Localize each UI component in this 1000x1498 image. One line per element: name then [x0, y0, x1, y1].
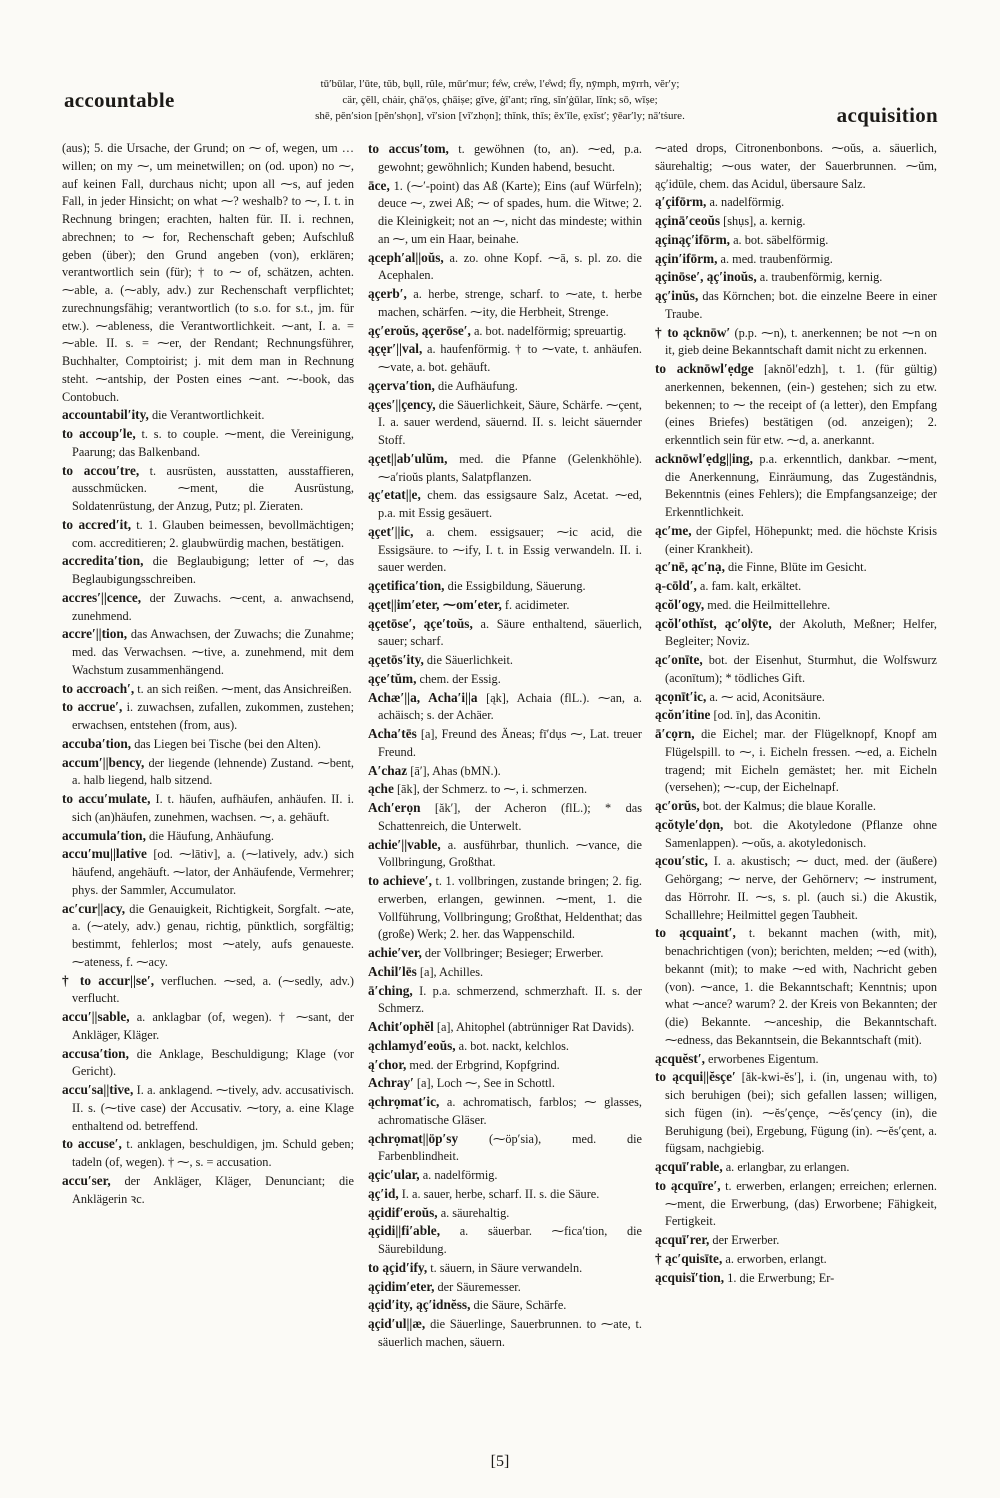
- entry-definition: chem. das essigsaure Salz, Acetat. ⁓ed, p.a. mit Essig gesäuert.: [378, 488, 642, 520]
- dictionary-entry: [655, 1231, 937, 1250]
- dictionary-entry: [368, 836, 642, 873]
- entry-headword: ąc′me,: [655, 522, 692, 538]
- entry-headword: Achray′: [368, 1075, 414, 1091]
- dictionary-entry: [368, 577, 642, 596]
- dictionary-entry: [62, 625, 354, 679]
- entry-definition: [ăk′], der Acheron (flL.); * das Schattenreich, die Unterwelt.: [378, 801, 642, 833]
- entry-definition: a. säuerbar. ⁓fica′tion, die Säurebildung.: [378, 1224, 642, 1256]
- entry-definition: 1. (⁓′-point) das Aß (Karte); Eins (auf Würfeln); deuce ⁓, zwei Aß; ⁓ of spades, hum. die Witwe; 2. die Kleinigkeit; not an ⁓, nicht das mindeste; within an ⁓, um ein Haar, beinahe.: [378, 178, 642, 246]
- dictionary-entry: [62, 680, 354, 699]
- entry-headword: ąçid′ity, ąç′idnĕss,: [368, 1297, 471, 1313]
- entry-definition: med. die Heilmittellehre.: [707, 597, 831, 612]
- entry-definition: die Eichel; mar. der Flügelknopf, Knopf am Flügelspill. to ⁓, i. Eicheln fressen. ⁓ed, a. Eicheln tragend; mit Eicheln gemästet; her. mit Eicheln (versehen); ⁓-cup, der Eichelnapf.: [665, 727, 937, 795]
- dictionary-entry: [655, 360, 937, 450]
- entry-definition: a. Säure enthaltend, säuerlich, sauer; scharf.: [378, 616, 642, 649]
- entry-definition: 1. die Erwerbung; Er-: [727, 1270, 835, 1285]
- entry-headword: ąç′inŭs,: [655, 288, 699, 303]
- entry-headword: A′chaz: [368, 762, 408, 778]
- entry-headword: ac′cur||acy,: [62, 900, 126, 916]
- entry-definition: t. säuern, in Säure verwandeln.: [430, 1260, 583, 1275]
- entry-definition: der Vollbringer; Besieger; Erwerber.: [424, 946, 604, 960]
- entry-definition: [a], Freund des Äneas; fī′dụs ⁓, Lat. treuer Freund.: [378, 727, 642, 759]
- dictionary-entry: [655, 193, 937, 212]
- entry-headword: to accou′tre,: [62, 462, 140, 478]
- entry-headword: to ącqui||ĕsçe′: [655, 1069, 736, 1085]
- dictionary-entry: [368, 322, 642, 341]
- entry-headword: to accuse′,: [62, 1136, 122, 1152]
- entry-headword: ącquī′rable,: [655, 1159, 723, 1174]
- dictionary-entry: [368, 1315, 642, 1352]
- dictionary-entry: [368, 1222, 642, 1259]
- entry-headword: ąçin′ifōrm,: [655, 250, 718, 266]
- entry-headword: ącọnīt′ic,: [655, 688, 707, 704]
- pronunciation-key-line: tū′būlar, l′ūte, tŭb, bụll, rûle, mūr′mur; fe̊w, cre̊w, l′e̊wd; fl̄y, nȳmph, mȳrrh, vĕr′y;: [320, 78, 680, 90]
- entry-definition: [od. ⁓lātiv], a. (⁓latively, adv.) sich häufend, angehäuft. ⁓lator, der Anhäufende, Vermehrer; phys. der Sammler, Accumulator.: [72, 847, 354, 897]
- entry-headword: ąc′orŭs,: [655, 798, 700, 813]
- dictionary-entry: [368, 944, 642, 963]
- dictionary-entry: [655, 324, 937, 361]
- dictionary-entry: [368, 615, 642, 652]
- entry-column-left: [62, 140, 354, 1450]
- entry-headword: ąçinā′ceoŭs: [655, 213, 721, 228]
- entry-headword: ąçerva′tion,: [368, 377, 435, 393]
- dictionary-entry: [655, 924, 937, 1049]
- dictionary-entry: [368, 725, 642, 762]
- dictionary-entry: [655, 706, 937, 725]
- entry-definition: t. an sich reißen. ⁓ment, das Ansichreißen.: [137, 681, 352, 696]
- entry-definition: t. erwerben, erlangen; erreichen; erlernen. ⁓ment, die Erwerbung, (das) Erworbene; Fähigkeit, Fertigkeit.: [665, 1178, 937, 1229]
- entry-definition: bot. der Kalmus; die blaue Koralle.: [702, 799, 876, 813]
- entry-headword: Achæ′||a, Acha′i||a: [368, 689, 478, 705]
- entry-definition: [aknŏl′edzh], t. 1. (für gültig) anerkennen, bekennen, (ein-) gestehen; sich zu etw. bekennen; to ⁓ the receipt of (a letter), den Empfang (eines Briefes) bestätigen (od. anzeigen); 2. erkenntlich sein für etw. ⁓d, a. anerkannt.: [665, 362, 937, 447]
- running-head-left: accountable: [64, 88, 175, 112]
- entry-definition: t. 1. vollbringen, zustande bringen; 2. fig. erwerben, erlangen, gewinnen. ⁓ment, 1. die Vollführung, Vollbringung; Großthat, Heldenthat; das (große) Werk; 2. her. das Wappenschild.: [378, 874, 642, 942]
- entry-headword: accu′||sable,: [62, 1009, 130, 1024]
- entry-definition: der liegende (lehnende) Zustand. ⁓bent, a. halb liegend, halb sitzend.: [72, 755, 354, 788]
- dictionary-entry: [655, 651, 937, 688]
- entry-headword: ąçetōse′, ąçe′toŭs,: [368, 615, 473, 631]
- dictionary-entry: [655, 1158, 937, 1177]
- entry-definition: a. bot. nadelförmig; spreuartig.: [473, 323, 627, 338]
- entry-definition: verfluchen. ⁓sed, a. (⁓sedly, adv.) verflucht.: [72, 973, 354, 1006]
- dictionary-entry: [655, 1250, 937, 1269]
- entry-definition: (⁓öp′sia), med. die Farbenblindheit.: [378, 1131, 642, 1164]
- entry-headword: Ach′erọn: [368, 800, 421, 815]
- dictionary-entry: [62, 754, 354, 791]
- dictionary-entry: [368, 285, 642, 322]
- entry-definition: a. ausführbar, thunlich. ⁓vance, die Vollbringung, Großthat.: [378, 837, 642, 870]
- entry-headword: ąc′onīte,: [655, 652, 703, 667]
- entry-definition: t. s. to couple. ⁓ment, die Vereinigung, Paarung; das Balkenband.: [72, 427, 354, 459]
- dictionary-entry: [62, 790, 354, 827]
- entry-definition: bot. der Eisenhut, Sturmhut, die Wolfswurz (aconītum); * tödliches Gift.: [665, 653, 937, 685]
- dictionary-entry: [655, 577, 937, 596]
- entry-definition: der Ankläger, Kläger, Denunciant; die Anklägerin ꝛc.: [72, 1173, 354, 1206]
- page-number: [5]: [490, 1453, 510, 1470]
- entry-headword: ącŏl′ogy,: [655, 596, 705, 612]
- entry-definition: a. erlangbar, zu erlangen.: [725, 1160, 850, 1174]
- dictionary-entry: [368, 450, 642, 487]
- entry-headword: ąçidi||fi′able,: [368, 1223, 441, 1239]
- entry-definition: ⁓ated drops, Citronenbonbons. ⁓oŭs, a. säuerlich, säurehaltig; ⁓ous water, der Sauerbrunnen. ⁓ŭm, ąç′idūle, chem. das Acidul, übersaure Salz.: [655, 141, 937, 191]
- entry-headword: ā′cọrn,: [655, 726, 695, 741]
- entry-definition: I. a. anklagend. ⁓tively, adv. accusativisch. II. s. (⁓tive case) der Accusativ. ⁓tory, a. eine Klage enthaltend od. betreffend.: [72, 1083, 354, 1133]
- entry-definition: a. erworben, erlangt.: [725, 1251, 827, 1266]
- entry-headword: ąçet||ab′ulŭm,: [368, 450, 448, 466]
- dictionary-entry: [368, 140, 642, 177]
- entry-headword: ąchrọmat||öp′sy: [368, 1130, 459, 1146]
- dictionary-entry: [62, 972, 354, 1009]
- dictionary-entry: [62, 462, 354, 516]
- entry-definition: a. med. traubenförmig.: [720, 251, 833, 266]
- dictionary-entry: [368, 1093, 642, 1130]
- entry-definition: erworbenes Eigentum.: [708, 1051, 819, 1066]
- entry-headword: ąçe′tŭm,: [368, 670, 417, 686]
- entry-headword: ąç′id,: [368, 1185, 399, 1201]
- entry-definition: bot. die Akotyledone (Pflanze ohne Samenlappen). ⁓oŭs, a. akotyledonisch.: [665, 817, 937, 850]
- entry-headword: ąche: [368, 781, 394, 797]
- dictionary-entry: [62, 1172, 354, 1209]
- entry-headword: ąçinōse′, ąç′inoŭs,: [655, 269, 757, 285]
- entry-headword: ąçęr′||val,: [368, 341, 423, 357]
- entry-headword: to ącquaint′,: [655, 925, 736, 941]
- entry-definition: a. herbe, strenge, scharf. to ⁓ate, t. herbe machen, schärfen. ⁓ity, die Herbheit, Strenge.: [378, 287, 642, 319]
- entry-headword: ąchlamyd′eoŭs,: [368, 1037, 456, 1053]
- entry-headword: to ącquīre′,: [655, 1177, 721, 1193]
- entry-definition: die Säuerlinge, Sauerbrunnen. to ⁓ate, t. säuerlich machen, säuern.: [378, 1317, 642, 1349]
- entry-column-middle: [368, 140, 642, 1450]
- dictionary-entry: [368, 340, 642, 377]
- dictionary-entry: [368, 982, 642, 1019]
- dictionary-entry: [62, 1081, 354, 1135]
- entry-headword: ąçidif′eroŭs,: [368, 1204, 438, 1220]
- dictionary-entry: [62, 1135, 354, 1172]
- entry-headword: ąchrọmat′ic,: [368, 1094, 440, 1109]
- entry-definition: die Häufung, Anhäufung.: [148, 828, 274, 843]
- dictionary-entry: [655, 287, 937, 324]
- entry-definition: [ăk-kwi-ĕs′], i. (in, ungenau with, to) sich beruhigen (bei); sich gefallen lassen; willigen, sich fügen (in). ⁓ĕs′çençe, ⁓ĕs′çency (in), die Beruhigung (bei), Ergebung, Fügung (in). ⁓ĕs′çent, a. fügsam, nachgiebig.: [665, 1070, 937, 1156]
- entry-headword: † to ącknōw′: [655, 324, 731, 340]
- dictionary-entry: [655, 1050, 937, 1069]
- entry-definition: a. nadelförmig.: [422, 1168, 498, 1182]
- entry-headword: ąçinąç′ifōrm,: [655, 231, 731, 247]
- running-head-right: acquisition: [836, 103, 938, 127]
- dictionary-entry: [368, 1296, 642, 1315]
- dictionary-entry: [368, 762, 642, 781]
- dictionary-entry: [368, 396, 642, 450]
- entry-headword: Acha′tēs: [368, 726, 417, 741]
- dictionary-entry: [62, 589, 354, 626]
- entry-definition: a. bot. säbelförmig.: [733, 232, 829, 247]
- entry-headword: to achieve′,: [368, 873, 432, 888]
- entry-definition: a. chem. essigsauer; ⁓ic acid, die Essigsäure. to ⁓ify, I. t. in Essig verwandeln. II. i. sauer werden.: [378, 524, 642, 575]
- entry-headword: accredita′tion,: [62, 553, 144, 569]
- entry-headword: ą′chor,: [368, 1056, 407, 1072]
- entry-headword: ąçerb′,: [368, 286, 407, 301]
- dictionary-entry: [62, 900, 354, 972]
- entry-headword: ąçet||im′eter, ⁓om′eter,: [368, 596, 502, 612]
- entry-headword: to accroach′,: [62, 680, 135, 696]
- entry-headword: ąçid′ul||æ,: [368, 1316, 426, 1331]
- dictionary-entry: [368, 177, 642, 249]
- entry-column-right: [655, 140, 937, 1450]
- entry-headword: † to accur||se′,: [62, 972, 155, 988]
- dictionary-entry: [368, 1259, 642, 1278]
- entry-definition: (aus); 5. die Ursache, der Grund; on ⁓ of, wegen, um … willen; on my ⁓, um meinetwillen; on (od. upon) no ⁓, auf keinen Fall, durchaus nicht; upon all ⁓s, auf jeden Fall, in jeder Hinsicht; on what ⁓? weshalb? to ⁓, I. t. in Rechnung bringen; erachten, halten für. II. i. rechnen, abrechnen; to ⁓ for, Rechenschaft geben; Aufschluß geben (über); den Grund angeben (von), erklären; verantwortlich sein (für); † to ⁓ of, schätzen, achten. ⁓able, a. (⁓ably, adv.) zur Rechenschaft verpflichtet; zurechnungsfähig; verantwortlich (to s.o. for s.t., jm. für etw.). ⁓ableness, die Verantwortlichkeit. ⁓ant, I. a. = ⁓able. II. s. = ⁓er, der Rendant; Rechnungsführer, Buchhalter, Comptoirist; j. mit dem man in Rechnung steht. ⁓antship, der Posten eines ⁓ant. ⁓-book, das Contobuch.: [62, 141, 354, 404]
- dictionary-entry: [368, 1130, 642, 1167]
- dictionary-entry: [368, 377, 642, 396]
- dictionary-entry: [655, 212, 937, 231]
- entry-definition: I. a. sauer, herbe, scharf. II. s. die Säure.: [401, 1186, 600, 1201]
- dictionary-entry: [368, 689, 642, 726]
- dictionary-entry: [655, 596, 937, 615]
- entry-headword: to acknōwl′ẹdge: [655, 361, 754, 376]
- entry-definition: die Anklage, Beschuldigung; Klage (vor Gericht).: [72, 1046, 354, 1079]
- entry-definition: [shụs], a. kernig.: [723, 214, 806, 228]
- entry-definition: der Erwerber.: [712, 1233, 780, 1247]
- entry-definition: med. die Pfanne (Gelenkhöhle). ⁓a′rioŭs plants, Salatpflanzen.: [378, 451, 642, 484]
- dictionary-entry: [368, 1037, 642, 1056]
- dictionary-entry: [655, 852, 937, 924]
- dictionary-entry: [368, 1278, 642, 1297]
- entry-definition: der Säuremesser.: [437, 1279, 521, 1294]
- entry-definition: a. achromatisch, farblos; ⁓ glasses, achromatische Gläser.: [378, 1095, 642, 1127]
- dictionary-entry: [655, 1068, 937, 1158]
- dictionary-entry: [655, 558, 937, 577]
- entry-headword: to accu′mulate,: [62, 791, 151, 806]
- entry-headword: ā′ching,: [368, 982, 413, 998]
- dictionary-entry: [368, 799, 642, 836]
- dictionary-entry: [368, 1018, 642, 1037]
- dictionary-entry: [368, 670, 642, 689]
- entry-definition: das Körnchen; bot. die einzelne Beere in einer Traube.: [665, 289, 937, 321]
- entry-headword: accusa′tion,: [62, 1045, 129, 1061]
- pronunciation-key-line: shē, pĕn′sion [pĕn′shọn], vĭ′sion [vĭ′zhọn]; thĭnk, thĭs; ĕx′īle, ẹxĭst′; ȳēar′ly; nā′tṡure.: [315, 110, 685, 122]
- dictionary-entry: [62, 140, 354, 406]
- dictionary-entry: [655, 268, 937, 287]
- entry-headword: † ąc′quisīte,: [655, 1250, 723, 1266]
- entry-definition: a. ⁓ acid, Aconitsäure.: [709, 689, 825, 704]
- dictionary-entry: [62, 827, 354, 846]
- dictionary-entry: [655, 1177, 937, 1231]
- dictionary-entry: [655, 797, 937, 816]
- entry-definition: a. bot. nackt, kelchlos.: [458, 1038, 569, 1053]
- entry-definition: chem. der Essig.: [419, 671, 501, 686]
- dictionary-entry: [655, 688, 937, 707]
- entry-definition: I. a. akustisch; ⁓ duct, med. der (äußere) Gehörgang; ⁓ nerve, der Gehörnerv; ⁓ instrument, das Hörrohr. II. ⁓s, s. pl. (auch si.) die Akustik, Schalllehre; Heilmittel gegen Taubheit.: [665, 854, 937, 922]
- entry-definition: (p.p. ⁓n), t. anerkennen; be not ⁓n on it, gieb deine Bekanntschaft damit nicht zu erkennen.: [665, 325, 937, 358]
- entry-definition: die Genauigkeit, Richtigkeit, Sorgfalt. ⁓ate, a. (⁓ately, adv.) genau, richtig, pünktlich, sorgfältig; bestimmt, fehlerlos; most ⁓ately, aufs genaueste. ⁓ateness, f. ⁓acy.: [72, 901, 354, 969]
- dictionary-entry: [655, 140, 937, 193]
- entry-headword: accu′mu||lative: [62, 846, 147, 862]
- entry-headword: ącquĕst′,: [655, 1050, 705, 1066]
- entry-headword: accumula′tion,: [62, 827, 146, 843]
- entry-headword: ącquī′rer,: [655, 1232, 710, 1247]
- entry-headword: ącou′stic,: [655, 853, 708, 869]
- dictionary-entry: [62, 552, 354, 589]
- entry-definition: der Gipfel, Höhepunkt; med. die höchste Krisis (einer Krankheit).: [665, 523, 937, 556]
- entry-definition: med. der Erbgrind, Kopfgrind.: [409, 1057, 560, 1072]
- entry-headword: accum′||bency,: [62, 754, 145, 770]
- entry-definition: a. zo. ohne Kopf. ⁓ā, s. pl. zo. die Acephalen.: [378, 250, 642, 283]
- dictionary-entry: [368, 1074, 642, 1093]
- dictionary-entry: [62, 1008, 354, 1045]
- entry-definition: [a], Loch ⁓, See in Schottl.: [416, 1076, 555, 1091]
- dictionary-entry: [62, 698, 354, 735]
- entry-headword: ąçet′||ic,: [368, 523, 414, 539]
- dictionary-entry: [62, 425, 354, 462]
- dictionary-entry: [655, 250, 937, 269]
- entry-headword: Achit′ophĕl: [368, 1019, 434, 1034]
- dictionary-entry: [62, 406, 354, 425]
- entry-definition: [a], Ahitophel (abtrünniger Rat Davids).: [436, 1020, 635, 1034]
- entry-definition: t. ausrüsten, ausstatten, ausstaffieren, ausschmücken. ⁓ment, die Ausrüstung, Soldatenrüstung, der Anzug, Putz; pl. Zieraten.: [72, 463, 354, 513]
- entry-definition: a. säurehaltig.: [440, 1205, 510, 1220]
- entry-definition: I. t. häufen, aufhäufen, anhäufen. II. i. sich (an)häufen, zunehmen, wachsen. ⁓, a. gehäuft.: [72, 792, 354, 824]
- entry-headword: Achil′lēs: [368, 963, 417, 979]
- entry-definition: die Verantwortlichkeit.: [151, 408, 265, 423]
- entry-definition: der Zuwachs. ⁓cent, a. anwachsend, zunehmend.: [72, 590, 354, 623]
- dictionary-entry: [655, 522, 937, 559]
- dictionary-entry: [368, 486, 642, 523]
- dictionary-entry: [62, 1045, 354, 1082]
- entry-headword: accu′sa||tive,: [62, 1082, 134, 1097]
- entry-headword: achie′ver,: [368, 945, 422, 960]
- dictionary-entry: [368, 523, 642, 577]
- entry-definition: [ąk], Achaia (flL.). ⁓an, a. achäisch; s. der Achäer.: [378, 690, 642, 723]
- entry-definition: [āk], der Schmerz. to ⁓, i. schmerzen.: [396, 782, 588, 797]
- entry-headword: to accred′it,: [62, 516, 132, 532]
- entry-headword: ącŏn′itine: [655, 707, 711, 723]
- entry-headword: ącquisĭ′tion,: [655, 1269, 725, 1285]
- entry-definition: a. haufenförmig. † to ⁓vate, t. anhäufen. ⁓vate, a. bot. gehäuft.: [378, 342, 642, 374]
- entry-definition: die Säure, Schärfe.: [473, 1298, 567, 1313]
- entry-definition: das Liegen bei Tische (bei den Alten).: [134, 736, 322, 751]
- entry-definition: [a], Achilles.: [419, 964, 484, 979]
- dictionary-entry: [62, 516, 354, 553]
- entry-definition: die Beglaubigung; letter of ⁓, das Beglaubigungsschreiben.: [72, 554, 354, 586]
- dictionary-entry: [655, 1269, 937, 1288]
- entry-headword: ąçidim′eter,: [368, 1278, 435, 1294]
- entry-definition: I. p.a. schmerzend, schmerzhaft. II. s. der Schmerz.: [378, 983, 642, 1016]
- dictionary-entry: [368, 1185, 642, 1204]
- entry-definition: [od. īn], das Aconitin.: [713, 708, 821, 723]
- entry-headword: ąceph′al||oŭs,: [368, 249, 444, 265]
- entry-headword: ąc′nē, ąc′nạ,: [655, 559, 725, 575]
- pronunciation-key: [214, 76, 786, 124]
- dictionary-entry: [368, 1166, 642, 1185]
- entry-definition: t. anklagen, beschuldigen, jm. Schuld geben; tadeln (of, wegen). † ⁓, s. = accusation.: [72, 1137, 354, 1169]
- dictionary-entry: [368, 249, 642, 286]
- dictionary-entry: [368, 963, 642, 982]
- dictionary-entry: [655, 725, 937, 797]
- entry-definition: t. bekannt machen (with, mit), benachrichtigen (von); berichten, melden; ⁓ed (with), bekannt (mit); to make ⁓ed with, Nachricht geben (von). ⁓ance, 1. die Bekanntschaft; Kenntnis; upon what ⁓ance? warum? 2. der Kreis von Bekannten; der (die) Bekannte. ⁓anceship, die Bekanntschaft. ⁓edness, das Bekanntsein, die Bekanntschaft (mit).: [665, 926, 937, 1047]
- entry-headword: achie′||vable,: [368, 836, 441, 852]
- dictionary-entry: [368, 872, 642, 944]
- entry-definition: das Anwachsen, der Zuwachs; die Zunahme; med. das Verwachsen. ⁓tive, a. zunehmend, mit dem Wachstum zusammenhängend.: [72, 627, 354, 677]
- entry-headword: ącŏl′othĭst, ąc′olȳte,: [655, 615, 772, 631]
- entry-headword: ąçetifica′tion,: [368, 578, 445, 593]
- entry-headword: āce,: [368, 177, 390, 193]
- dictionary-entry: [62, 735, 354, 754]
- entry-definition: a. traubenförmig, kernig.: [759, 270, 883, 285]
- entry-headword: ą′çifōrm,: [655, 194, 707, 210]
- entry-definition: i. zuwachsen, zufallen, zukommen, zustehen; erwachsen, entstehen (from, aus).: [72, 700, 354, 732]
- entry-headword: accu′ser,: [62, 1172, 111, 1188]
- dictionary-entry: [368, 780, 642, 799]
- dictionary-entry: [368, 1056, 642, 1075]
- entry-headword: ącŏtyle′dọn,: [655, 816, 724, 832]
- entry-definition: die Finne, Blüte im Gesicht.: [727, 560, 867, 575]
- entry-definition: a. fam. kalt, erkältet.: [699, 579, 802, 593]
- entry-headword: accuba′tion,: [62, 735, 132, 751]
- entry-definition: f. acidimeter.: [504, 597, 570, 612]
- entry-headword: to ąçid′ify,: [368, 1259, 428, 1275]
- pronunciation-key-line: cär, ҫĕll, chȧir, ҫhā′ọs, ҫhāiṣe; gīve, ġī′ant; rĭng, sĭn′ġūlar, lĭnk; sō, wīṣe;: [342, 94, 658, 106]
- entry-headword: ąçetōs′ity,: [368, 652, 424, 667]
- dictionary-entry: [368, 1204, 642, 1223]
- dictionary-entry: [655, 615, 937, 652]
- entry-definition: die Essigbildung, Säuerung.: [447, 579, 586, 593]
- entry-headword: ąçes′||çency,: [368, 396, 436, 412]
- entry-headword: to accus′tom,: [368, 141, 449, 156]
- dictionary-entry: [655, 450, 937, 522]
- dictionary-entry: [62, 845, 354, 899]
- entry-headword: to accrue′,: [62, 699, 123, 715]
- dictionary-entry: [368, 596, 642, 615]
- entry-definition: die Säuerlichkeit.: [426, 653, 513, 667]
- entry-headword: ą-cōld′,: [655, 578, 697, 593]
- entry-definition: a. nadelförmig.: [709, 195, 785, 210]
- entry-headword: acknōwl′ẹdg||ing,: [655, 450, 753, 466]
- entry-headword: accountabil′ity,: [62, 407, 149, 423]
- entry-headword: accre′||tion,: [62, 626, 128, 642]
- entry-definition: die Aufhäufung.: [437, 378, 518, 393]
- entry-definition: [ā′], Ahas (bMN.).: [410, 763, 501, 778]
- entry-definition: der Akoluth, Meßner; Helfer, Begleiter; Noviz.: [665, 616, 937, 649]
- entry-headword: accres′||cence,: [62, 589, 142, 605]
- entry-definition: die Säuerlichkeit, Säure, Schärfe. ⁓çent, I. a. sauer werdend, säuernd. II. s. leicht säuernder Stoff.: [378, 397, 642, 447]
- entry-headword: ąç′etat||e,: [368, 487, 421, 503]
- entry-definition: a. anklagbar (of, wegen). † ⁓sant, der Ankläger, Kläger.: [72, 1010, 354, 1042]
- dictionary-entry: [655, 231, 937, 250]
- dictionary-entry: [655, 816, 937, 853]
- entry-headword: to accoup′le,: [62, 426, 136, 441]
- entry-headword: ąç′eroŭs, ąçerōse′,: [368, 322, 471, 338]
- entry-definition: p.a. erkenntlich, dankbar. ⁓ment, die Anerkennung, Einräumung, das Zugeständnis, Bekenntnis (eines Fehlers); die Empfangsanzeige; der Erkenntlichkeit.: [665, 451, 937, 519]
- entry-headword: ąçic′ular,: [368, 1167, 420, 1182]
- entry-definition: t. 1. Glauben beimessen, bevollmächtigen; com. accreditieren; 2. glaubwürdig machen, bestätigen.: [72, 517, 354, 550]
- dictionary-entry: [368, 651, 642, 670]
- entry-definition: t. gewöhnen (to, an). ⁓ed, p.a. gewohnt; gewöhnlich; Kunden habend, besucht.: [378, 142, 642, 174]
